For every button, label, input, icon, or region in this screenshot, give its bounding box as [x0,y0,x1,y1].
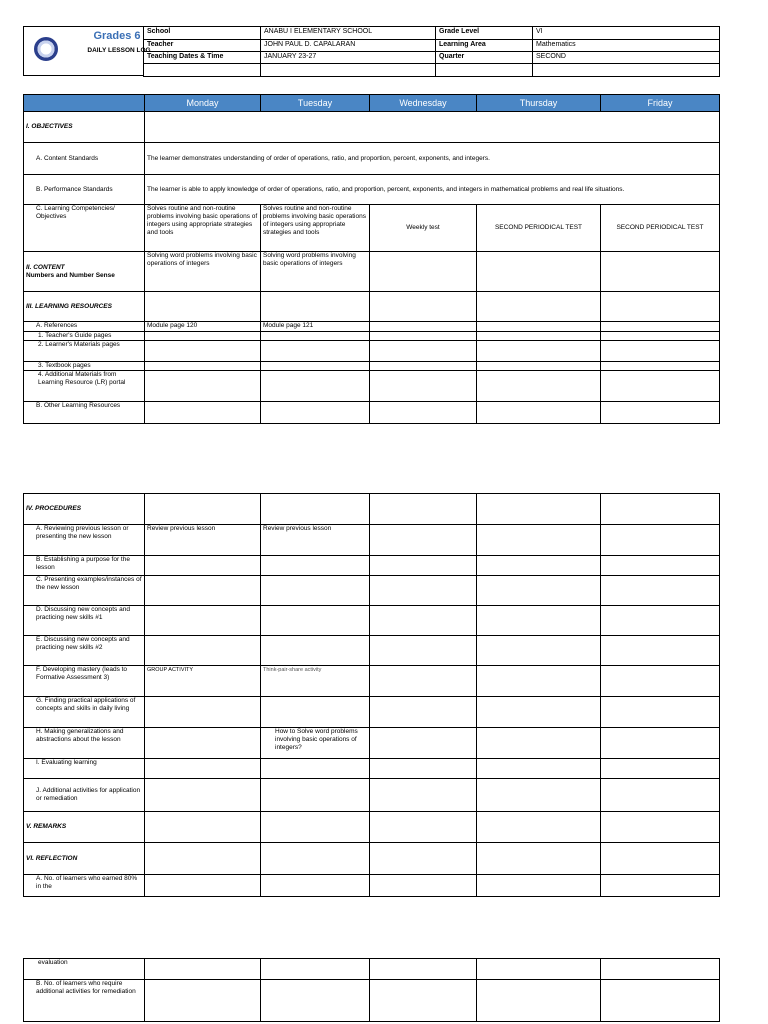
learning-area-value: Mathematics [533,40,720,52]
procedure-row-j: J. Additional activities for application or remediation [24,779,145,812]
grade-level-label: Grade Level [436,27,533,40]
references-label: A. References [24,322,145,332]
content-monday: Solving word problems involving basic operations of integers [145,252,261,292]
resource-row-teachers-guide: 1. Teacher's Guide pages [24,332,145,341]
dates-value: JANUARY 23-27 [261,52,436,64]
content-tuesday: Solving word problems involving basic operations of integers [261,252,370,292]
content-subheading: Numbers and Number Sense [26,271,115,279]
learning-area-label: Learning Area [436,40,533,52]
references-tuesday: Module page 121 [261,322,370,332]
procedure-row-b: B. Establishing a purpose for the lesson [24,556,145,576]
competency-tuesday: Solves routine and non-routine problems involving basic operations of integers using appropriate strategies and tools [261,205,370,252]
procedure-a-tuesday: Review previous lesson [261,525,370,556]
procedures-heading: IV. PROCEDURES [24,494,145,525]
dates-label: Teaching Dates & Time [144,52,261,64]
teacher-label: Teacher [144,40,261,52]
header-logo-area [23,26,151,76]
procedure-f-monday: GROUP ACTIVITY [145,666,261,697]
reflection-continued-table [23,958,720,1022]
objectives-table [23,94,720,424]
remarks-heading: V. REMARKS [24,812,145,843]
procedure-row-h: H. Making generalizations and abstractions about the lesson [24,728,145,759]
competency-friday: SECOND PERIODICAL TEST [601,205,720,252]
day-friday: Friday [601,95,720,112]
procedure-h-tuesday: How to Solve word problems involving basic operations of integers? [261,728,370,759]
competencies-label: C. Learning Competencies/ Objectives [24,205,145,252]
content-standards-label: A. Content Standards [24,143,145,175]
resources-heading: III. LEARNING RESOURCES [24,292,145,322]
competency-wednesday: Weekly test [370,205,477,252]
deped-seal-icon [34,37,58,61]
content-heading: II. CONTENT [26,263,65,271]
grade-level-value: VI [533,27,720,40]
references-monday: Module page 120 [145,322,261,332]
procedure-row-g: G. Finding practical applications of concepts and skills in daily living [24,697,145,728]
procedure-row-d: D. Discussing new concepts and practicing new skills #1 [24,606,145,636]
teacher-value: JOHN PAUL D. CAPALARAN [261,40,436,52]
competency-monday: Solves routine and non-routine problems involving basic operations of integers using appropriate strategies and tools [145,205,261,252]
resource-row-textbook: 3. Textbook pages [24,362,145,371]
procedure-row-c: C. Presenting examples/instances of the new lesson [24,576,145,606]
performance-standards-text: The learner is able to apply knowledge of order of operations, ratio, and proportion, percent, exponents, and integers in mathematical problems and real life situations. [145,175,720,205]
quarter-label: Quarter [436,52,533,64]
procedure-a-monday: Review previous lesson [145,525,261,556]
procedures-table [23,493,720,897]
content-standards-text: The learner demonstrates understanding of order of operations, ratio, and proportion, percent, exponents, and integers. [145,143,720,175]
header-info-table [143,26,720,77]
procedure-row-f: F. Developing mastery (leads to Formative Assessment 3) [24,666,145,697]
procedure-row-i: I. Evaluating learning [24,759,145,779]
procedure-f-tuesday: Think-pair-share activity [261,666,370,697]
day-wednesday: Wednesday [370,95,477,112]
quarter-value: SECOND [533,52,720,64]
resource-row-other: B. Other Learning Resources [24,402,145,424]
reflection-row-a-part2: evaluation [24,959,145,980]
performance-standards-label: B. Performance Standards [24,175,145,205]
grade-title: Grades 6 [93,30,141,42]
reflection-row-b: B. No. of learners who require additional activities for remediation [24,980,145,1022]
day-thursday: Thursday [477,95,601,112]
resource-row-additional-materials: 4. Additional Materials from Learning Resource (LR) portal [24,371,145,402]
school-value: ANABU I ELEMENTARY SCHOOL [261,27,436,40]
day-monday: Monday [145,95,261,112]
competency-thursday: SECOND PERIODICAL TEST [477,205,601,252]
resource-row-learners-materials: 2. Learner's Materials pages [24,341,145,362]
log-title: DAILY LESSON LOG [87,47,151,54]
reflection-row-a-part1: A. No. of learners who earned 80% in the [24,875,145,897]
reflection-heading: VI. REFLECTION [24,843,145,875]
school-label: School [144,27,261,40]
procedure-row-e: E. Discussing new concepts and practicing new skills #2 [24,636,145,666]
objectives-heading: I. OBJECTIVES [24,112,145,143]
day-tuesday: Tuesday [261,95,370,112]
procedure-row-a: A. Reviewing previous lesson or presenting the new lesson [24,525,145,556]
